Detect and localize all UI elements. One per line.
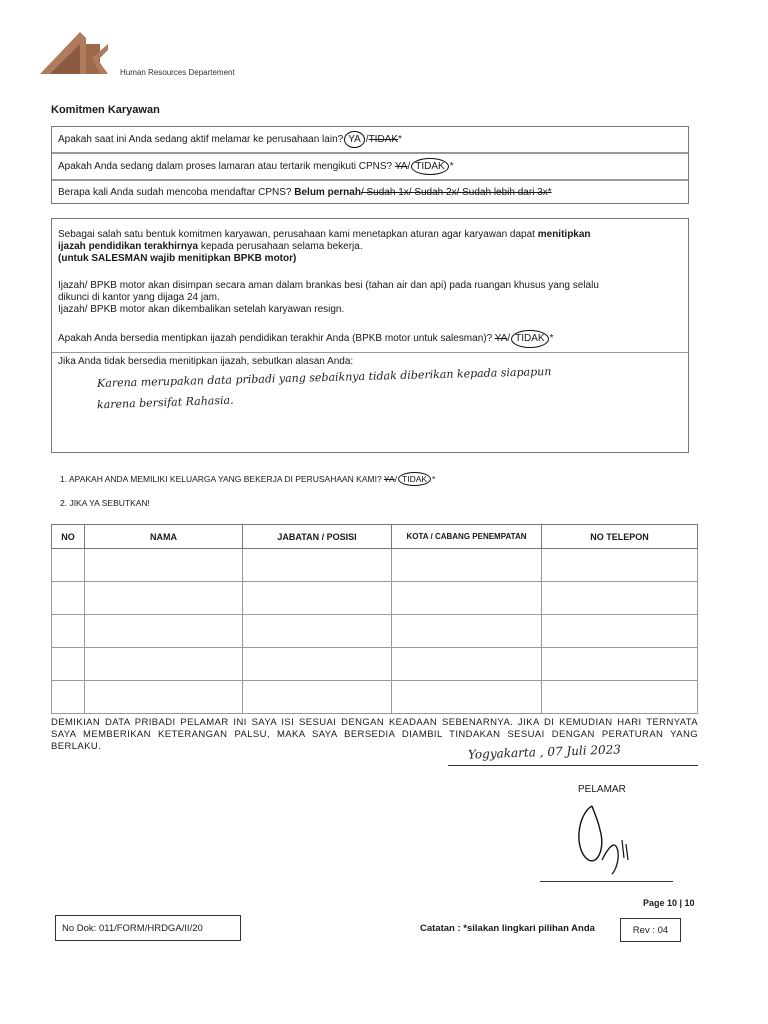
cell[interactable] <box>85 648 243 681</box>
section-title: Komitmen Karyawan <box>51 104 160 116</box>
commitment-paragraph-1: Sebagai salah satu bentuk komitmen karyawan, perusahaan kami menetapkan aturan agar karyawan dapat menitipkan ijazah pendidikan terakhirnya kepada perusahaan selama bekerja. (untuk SALESMAN wajib menitipkan BPKB motor) <box>58 229 591 264</box>
answer-yes-struck[interactable]: YA <box>494 333 508 344</box>
col-no: NO <box>52 525 85 549</box>
cell[interactable] <box>52 615 85 648</box>
table-row <box>52 582 698 615</box>
cell[interactable] <box>243 549 392 582</box>
footer-note: Catatan : *silakan lingkari pilihan Anda <box>420 923 595 934</box>
cell[interactable] <box>542 549 698 582</box>
answer-no-circled[interactable]: TIDAK <box>511 330 548 348</box>
page-number: Page 10 | 10 <box>643 898 695 908</box>
answer-belum-pernah[interactable]: Belum pernah <box>294 186 361 198</box>
family-question-1: 1. APAKAH ANDA MEMILIKI KELUARGA YANG BEKERJA DI PERUSAHAAN KAMI? YA/ TIDAK * <box>60 474 436 484</box>
question-2: Apakah Anda sedang dalam proses lamaran atau tertarik mengikuti CPNS? YA / TIDAK * <box>52 153 688 180</box>
table-row <box>52 549 698 582</box>
cell[interactable] <box>243 582 392 615</box>
cell[interactable] <box>542 681 698 714</box>
cell[interactable] <box>52 681 85 714</box>
signature-line <box>540 881 673 882</box>
col-kota-cabang: KOTA / CABANG PENEMPATAN <box>392 525 542 549</box>
company-logo-icon <box>40 30 110 78</box>
cell[interactable] <box>392 582 542 615</box>
cell[interactable] <box>392 648 542 681</box>
date-line <box>448 765 698 766</box>
family-question-2: 2. JIKA YA SEBUTKAN! <box>60 498 150 508</box>
signer-label: PELAMAR <box>578 784 626 795</box>
table-header-row <box>52 525 698 549</box>
cell[interactable] <box>52 582 85 615</box>
questions-box <box>51 126 689 204</box>
department-name: Human Resources Departement <box>120 68 235 77</box>
col-jabatan: JABATAN / POSISI <box>243 525 392 549</box>
question-3: Berapa kali Anda sudah mencoba mendaftar CPNS? Belum pernah / Sudah 1x/ Sudah 2x/ Sudah lebih dari 3x* <box>52 180 688 203</box>
cell[interactable] <box>52 648 85 681</box>
answer-yes-struck[interactable]: YA <box>394 161 408 172</box>
cell[interactable] <box>392 549 542 582</box>
commitment-paragraph-2: Ijazah/ BPKB motor akan disimpan secara aman dalam brankas besi (tahan air dan api) pada ruangan khusus yang selalu dikunci di kantor yang dijaga 24 jam. Ijazah/ BPKB motor akan dikembalikan setelah karyawan resign. <box>58 280 599 315</box>
question-4: Apakah Anda bersedia mentipkan ijazah pendidikan terakhir Anda (BPKB motor untuk salesman)? YA/ TIDAK * <box>52 330 560 348</box>
cell[interactable] <box>85 549 243 582</box>
doc-number-box: No Dok: 011/FORM/HRDGA/II/20 <box>55 915 241 941</box>
answer-yes-circled[interactable]: YA <box>344 131 365 148</box>
answer-yes-struck[interactable]: YA <box>383 474 395 484</box>
table-row <box>52 615 698 648</box>
col-telepon: NO TELEPON <box>542 525 698 549</box>
cell[interactable] <box>542 582 698 615</box>
divider <box>52 352 688 353</box>
cell[interactable] <box>243 681 392 714</box>
revision-box: Rev : 04 <box>620 918 681 942</box>
cell[interactable] <box>85 681 243 714</box>
cell[interactable] <box>243 648 392 681</box>
answer-other-struck[interactable]: / Sudah 1x/ Sudah 2x/ Sudah lebih dari 3x* <box>360 186 552 198</box>
cell[interactable] <box>85 615 243 648</box>
cell[interactable] <box>85 582 243 615</box>
cell[interactable] <box>542 615 698 648</box>
col-nama: NAMA <box>85 525 243 549</box>
reason-handwritten-line-2: karena bersifat Rahasia. <box>96 393 234 412</box>
table-row <box>52 648 698 681</box>
cell[interactable] <box>542 648 698 681</box>
cell[interactable] <box>392 681 542 714</box>
signature-icon <box>572 800 652 880</box>
reason-handwritten-line-1: Karena merupakan data pribadi yang sebaiknya tidak diberikan kepada siapapun <box>96 365 552 390</box>
answer-no-circled[interactable]: TIDAK <box>398 472 431 486</box>
cell[interactable] <box>52 549 85 582</box>
declaration-text: DEMIKIAN DATA PRIBADI PELAMAR INI SAYA ISI SESUAI DENGAN KEADAAN SEBENARNYA. JIKA DI KEMUDIAN HARI TERNYATA SAYA MEMBERIKAN KETERANGAN PALSU, MAKA SAYA BERSEDIA DIAMBIL TINDAKAN SESUAI DENGAN PERATURAN YANG BERLAKU. <box>51 717 698 752</box>
answer-no-struck[interactable]: TIDAK <box>368 134 399 145</box>
reason-label: Jika Anda tidak bersedia menitipkan ijazah, sebutkan alasan Anda: <box>58 356 354 367</box>
cell[interactable] <box>392 615 542 648</box>
cell[interactable] <box>243 615 392 648</box>
family-table <box>51 524 698 714</box>
place-date-handwritten: Yogyakarta , 07 Juli 2023 <box>467 742 622 762</box>
table-row <box>52 681 698 714</box>
question-1: Apakah saat ini Anda sedang aktif melamar ke perusahaan lain? YA / TIDAK * <box>52 127 688 153</box>
commitment-box <box>51 218 689 453</box>
answer-no-circled[interactable]: TIDAK <box>411 158 448 175</box>
